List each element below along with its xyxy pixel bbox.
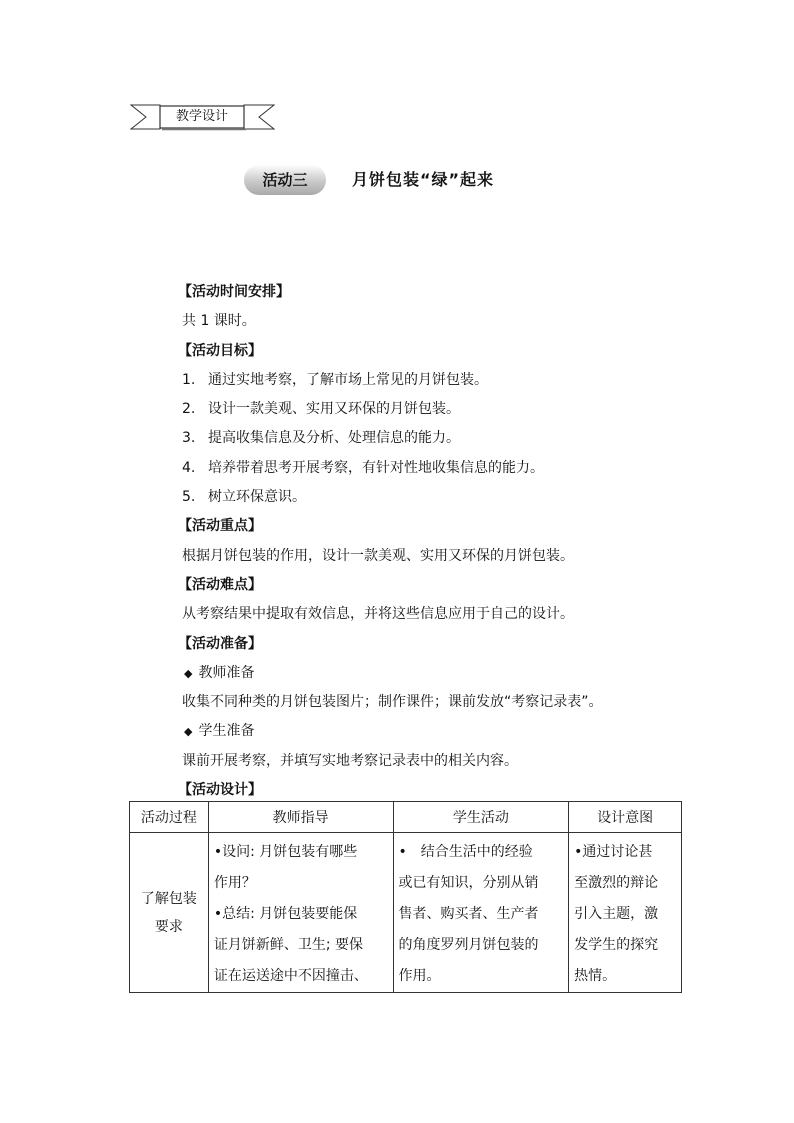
difficulty-text: 从考察结果中提取有效信息，并将这些信息应用于自己的设计。 [182,606,574,623]
teacher-guidance-cell: •设问: 月饼包装有哪些 作用？ •总结: 月饼包装要能保 证月饼新鲜、卫生; 要保 证在运送途中不因撞击、 [208,833,393,993]
focus-text: 根据月饼包装的作用，设计一款美观、实用又环保的月饼包装。 [182,547,574,564]
section-heading-prep: 【活动准备】 [178,635,262,652]
column-header: 活动过程 [130,802,209,833]
activity-title-row [244,165,604,197]
section-banner [130,103,275,131]
stage-cell: 了解包装 要求 [130,833,209,993]
activity-number-badge: 活动三 [244,165,326,195]
teacher-prep-text: 收集不同种类的月饼包装图片；制作课件；课前发放“考察记录表”。 [182,694,603,711]
goal-item: 5. 树立环保意识。 [182,489,306,506]
section-heading-focus: 【活动重点】 [178,518,262,535]
diamond-bullet-icon: ◆ [184,666,193,680]
column-header: 学生活动 [393,802,569,833]
design-intent-cell: •通过讨论甚 至激烈的辩论 引入主题，激 发学生的探究 热情。 [569,833,682,993]
banner-label: 教学设计 [175,109,228,124]
section-heading-goals: 【活动目标】 [178,342,262,359]
lesson-content [178,278,692,805]
goal-item: 3. 提高收集信息及分析、处理信息的能力。 [182,430,460,447]
student-prep-label: ◆ 学生准备 [184,723,255,740]
goal-item: 1. 通过实地考察，了解市场上常见的月饼包装。 [182,371,488,388]
activity-design-table [129,801,682,993]
student-prep-text: 课前开展考察，并填写实地考察记录表中的相关内容。 [182,752,518,769]
activity-title: 月饼包装“绿”起来 [352,170,495,189]
diamond-bullet-icon: ◆ [184,725,193,739]
table-header-row [130,802,682,833]
student-activity-cell: • 结合生活中的经验 或已有知识，分别从销 售者、购买者、生产者 的角度罗列月饼包装的 作用。 [393,833,569,993]
teacher-prep-label: ◆ 教师准备 [184,664,255,681]
goal-item: 4. 培养带着思考开展考察，有针对性地收集信息的能力。 [182,459,544,476]
goal-item: 2. 设计一款美观、实用又环保的月饼包装。 [182,401,460,418]
table-row [130,833,682,993]
section-heading-time: 【活动时间安排】 [178,284,290,300]
section-heading-difficulty: 【活动难点】 [178,576,262,593]
column-header: 设计意图 [569,802,682,833]
time-text: 共 1 课时。 [182,313,256,330]
section-heading-design: 【活动设计】 [178,782,262,799]
column-header: 教师指导 [208,802,393,833]
